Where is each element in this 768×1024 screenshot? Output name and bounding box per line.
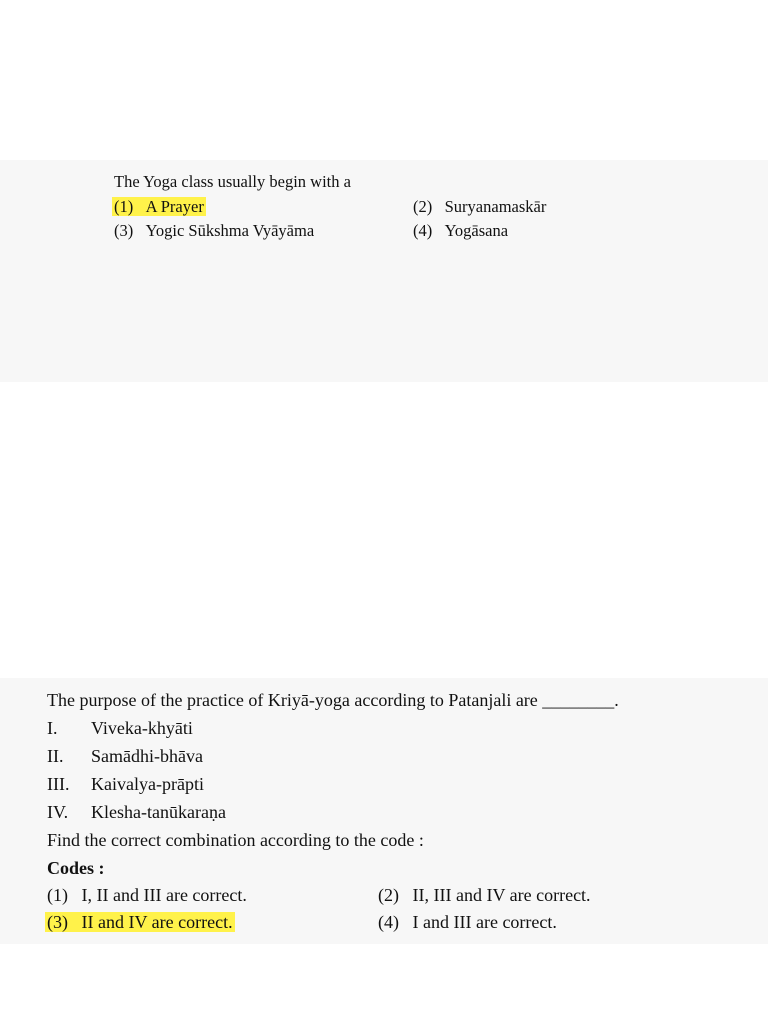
question-2-instruction: Find the correct combination according to the code : bbox=[47, 830, 424, 850]
statement-text: Viveka-khyāti bbox=[91, 718, 193, 738]
question-2-option-3[interactable] bbox=[47, 912, 235, 933]
statement-number: IV. bbox=[47, 802, 69, 822]
option-number: (1) bbox=[114, 197, 134, 216]
question-2-option-4[interactable] bbox=[378, 912, 557, 933]
option-number: (1) bbox=[47, 885, 68, 905]
option-text: A Prayer bbox=[145, 197, 204, 216]
statement-4 bbox=[47, 802, 347, 826]
option-number: (3) bbox=[114, 221, 134, 240]
statement-number: II. bbox=[47, 746, 64, 766]
statement-3 bbox=[47, 774, 347, 798]
codes-label: Codes : bbox=[47, 858, 105, 878]
option-text: II and IV are correct. bbox=[81, 912, 233, 932]
question-1-stem: The Yoga class usually begin with a bbox=[114, 172, 351, 191]
statement-number: I. bbox=[47, 718, 58, 738]
option-text: I, II and III are correct. bbox=[81, 885, 247, 905]
statement-text: Kaivalya-prāpti bbox=[91, 774, 204, 794]
answer-highlight bbox=[112, 197, 206, 216]
option-text: I and III are correct. bbox=[412, 912, 557, 932]
question-2-stem: The purpose of the practice of Kriyā-yoga according to Patanjali are ________. bbox=[47, 690, 619, 710]
statement-number: III. bbox=[47, 774, 70, 794]
option-number: (4) bbox=[378, 912, 399, 932]
option-number: (2) bbox=[413, 197, 433, 216]
option-number: (4) bbox=[413, 221, 433, 240]
option-text: Yogāsana bbox=[444, 221, 509, 240]
question-1-option-3[interactable] bbox=[114, 221, 314, 241]
statement-2 bbox=[47, 746, 347, 770]
option-text: II, III and IV are correct. bbox=[412, 885, 591, 905]
question-1-panel bbox=[0, 160, 768, 382]
statement-text: Samādhi-bhāva bbox=[91, 746, 203, 766]
question-2-option-2[interactable] bbox=[378, 885, 591, 906]
question-1-option-4[interactable] bbox=[413, 221, 508, 241]
answer-highlight bbox=[45, 912, 235, 932]
option-text: Suryanamaskār bbox=[444, 197, 547, 216]
question-2-panel bbox=[0, 678, 768, 944]
question-1-option-1[interactable] bbox=[114, 197, 206, 217]
statement-text: Klesha-tanūkaraṇa bbox=[91, 802, 226, 822]
option-text: Yogic Sūkshma Vyāyāma bbox=[145, 221, 315, 240]
statement-1 bbox=[47, 718, 347, 742]
option-number: (3) bbox=[47, 912, 68, 932]
option-number: (2) bbox=[378, 885, 399, 905]
question-2-option-1[interactable] bbox=[47, 885, 247, 906]
question-1-option-2[interactable] bbox=[413, 197, 546, 217]
